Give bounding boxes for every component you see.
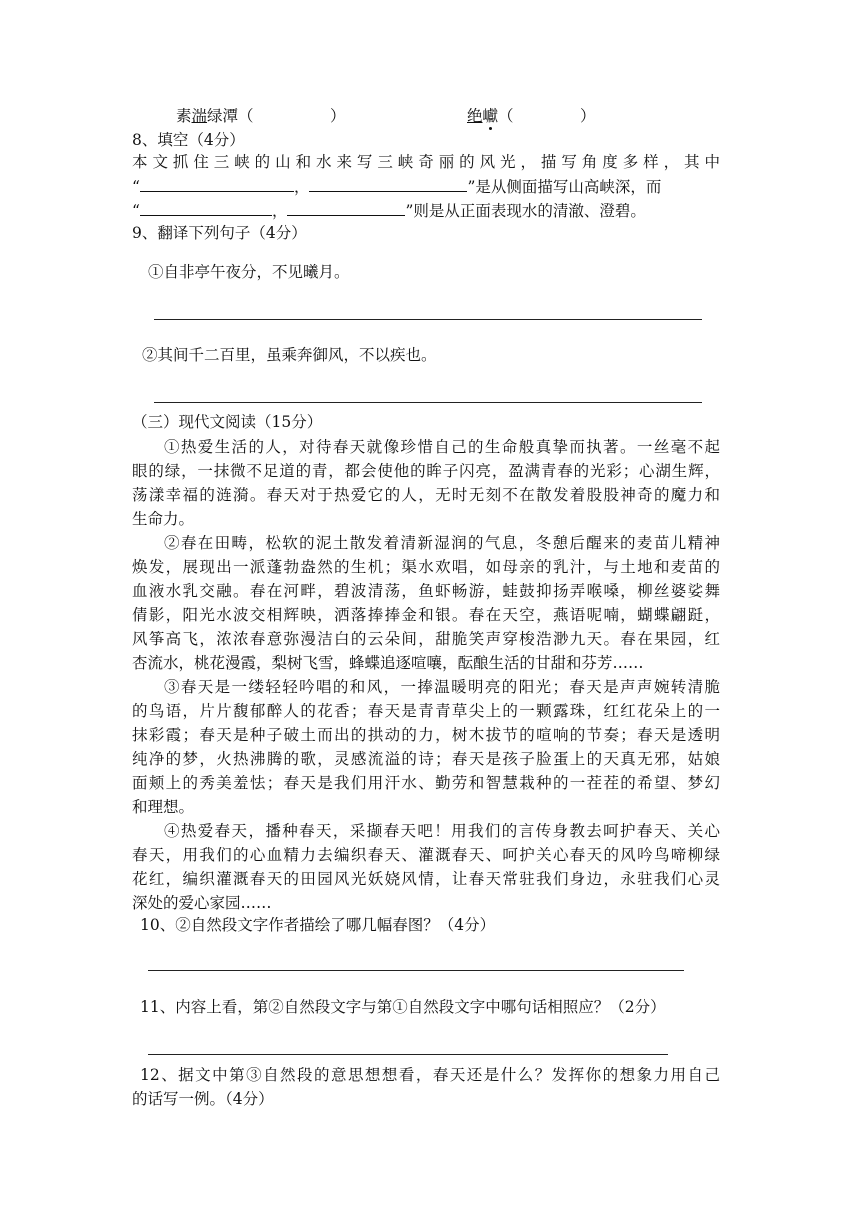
passage-p2-line-4: 倩影，阳光水波交相辉映，洒落捧捧金和银。春在天空，燕语呢喃，蝴蝶翩跹， [132, 606, 720, 624]
passage-p2-line-6: 杏流水，桃花漫霞，梨树飞雪，蜂蝶追逐喧嚷，酝酿生活的甘甜和芬芳…… [132, 654, 644, 672]
passage-p4-line-1: ④热爱春天，播种春天，采撷春天吧！用我们的言传身教去呵护春天、关心 [164, 822, 720, 840]
passage-p2-line-2: 焕发，展现出一派蓬勃盎然的生机；渠水欢唱，如母亲的乳汁，与土地和麦苗的 [132, 558, 720, 576]
passage-p3-line-1: ③春天是一缕轻轻吟唱的和风，一捧温暖明亮的阳光；春天是声声婉转清脆 [164, 678, 720, 696]
q7-item-1: 素湍绿潭（ [176, 107, 254, 125]
q12-question-line-1: 12、据文中第③自然段的意思想想看，春天还是什么？发挥你的想象力用自己 [140, 1066, 720, 1084]
q9-sentence-2: ②其间千二百里，虽乘奔御风，不以疾也。 [142, 346, 437, 364]
passage-p3-line-2: 的鸟语，片片馥郁醉人的花香；春天是青青草尖上的一颗露珠，红红花朵上的一 [132, 702, 720, 720]
passage-p1-line-3: 荡漾幸福的涟漪。春天对于热爱它的人，无时无刻不在散发着股股神奇的魔力和 [132, 486, 720, 504]
passage-p4-line-2: 春天，用我们的心血精力去编织春天、灌溉春天、呵护关心春天的风吟鸟啼柳绿 [132, 846, 720, 864]
passage-p3-line-6: 和理想。 [132, 798, 195, 816]
q9-answer-line-1[interactable] [154, 319, 702, 320]
q9-sentence-1: ①自非亭午夜分，不见曦月。 [148, 263, 350, 281]
q11-question: 11、内容上看，第②自然段文字与第①自然段文字中哪句话相照应？（2分） [140, 998, 666, 1016]
q8-title: 8、填空（4分） [132, 131, 245, 149]
section3-title: （三）现代文阅读（15分） [132, 413, 323, 431]
q7-item-1-close: ） [330, 107, 346, 125]
q7-item-2-close: ） [580, 107, 596, 125]
passage-p1-line-1: ①热爱生活的人，对待春天就像珍惜自己的生命般真挚而执著。一丝毫不起 [164, 438, 720, 456]
passage-p3-line-3: 抹彩霞；春天是种子破土而出的拱动的力，树木拔节的喧响的节奏；春天是透明 [132, 726, 720, 744]
passage-p1-line-2: 眼的绿，一抹微不足道的青，都会使他的眸子闪亮，盈满青春的光彩；心湖生辉， [132, 462, 720, 480]
q8-blank-1[interactable] [140, 176, 294, 192]
passage-p4-line-4: 深处的爱心家园…… [132, 894, 272, 912]
passage-p1-line-4: 生命力。 [132, 510, 195, 528]
q9-answer-line-2[interactable] [154, 402, 702, 403]
q10-answer-line[interactable] [148, 970, 684, 971]
passage-p4-line-3: 花红，编织灌溉春天的田园风光妖娆风情，让春天常驻我们身边，永驻我们心灵 [132, 870, 720, 888]
q8-blank-2[interactable] [309, 176, 467, 192]
q8-line-3: “ ， ”则是从正面表现水的清澈、澄碧。 [132, 202, 646, 220]
q12-question-line-2: 的话写一例。（4分） [132, 1090, 274, 1108]
q8-blank-4[interactable] [287, 200, 405, 216]
q11-answer-line[interactable] [148, 1054, 668, 1055]
q8-line-1: 本文抓住三峡的山和水来写三峡奇丽的风光，描写角度多样，其中 [132, 153, 720, 171]
passage-p3-line-5: 面颊上的秀美羞怯；春天是我们用汗水、勤劳和智慧栽种的一茬茬的希望、梦幻 [132, 774, 720, 792]
q10-question: 10、②自然段文字作者描绘了哪几幅春图？（4分） [140, 916, 496, 934]
passage-p2-line-5: 风筝高飞，浓浓春意弥漫洁白的云朵间，甜脆笑声穿梭浩渺九天。春在果园，红 [132, 630, 720, 648]
passage-p2-line-3: 血液水乳交融。春在河畔，碧波清荡，鱼虾畅游，蛙鼓抑扬弄喉嗓，柳丝婆娑舞 [132, 582, 720, 600]
q8-blank-3[interactable] [140, 200, 272, 216]
q9-title: 9、翻译下列句子（4分） [132, 224, 307, 242]
passage-p2-line-1: ②春在田畴，松软的泥土散发着清新湿润的气息，冬憩后醒来的麦苗儿精神 [164, 534, 720, 552]
q8-line-2: “ ， ”是从侧面描写山高峡深，而 [132, 178, 662, 196]
q7-item-2: 绝巘（ [467, 107, 514, 125]
passage-p3-line-4: 纯净的梦，火热沸腾的歌，灵感流溢的诗；春天是孩子脸蛋上的天真无邪，姑娘 [132, 750, 720, 768]
